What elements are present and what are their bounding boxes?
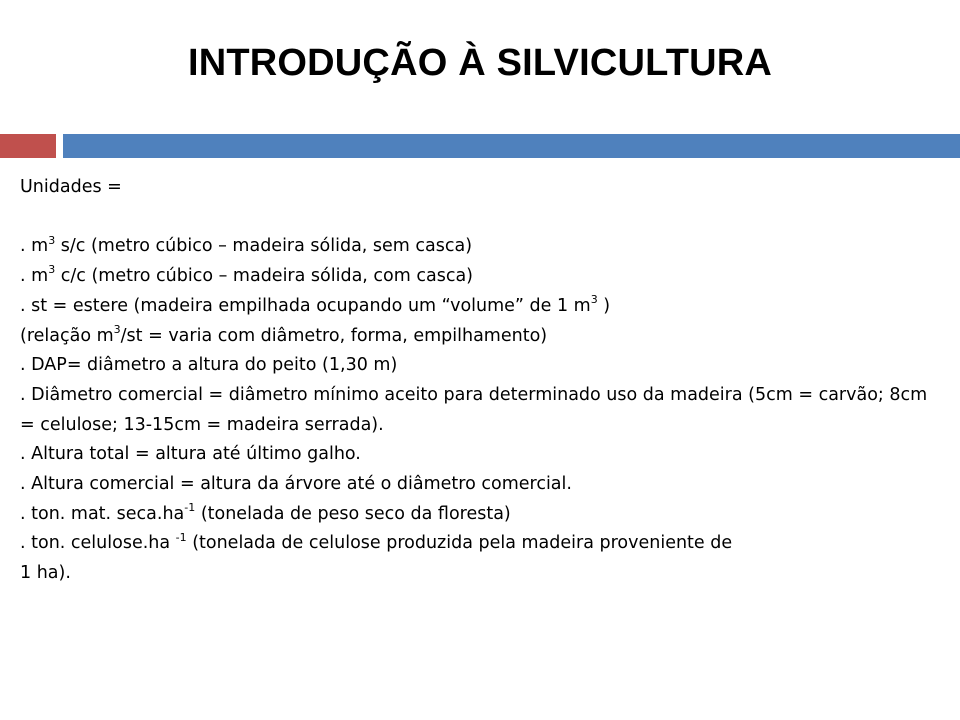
unit-line-m3-sc — [20, 232, 940, 262]
superscript: 3 — [48, 263, 56, 277]
unit-line-m3-cc — [20, 262, 940, 292]
text-segment: . ton. mat. seca.ha — [20, 503, 185, 524]
superscript: -1 — [184, 500, 196, 514]
text-segment: . m — [20, 266, 49, 287]
text-segment: ) — [597, 295, 611, 316]
unit-line-diametro-comercial: . Diâmetro comercial = diâmetro mínimo aceito para determinado uso da madeira (5cm = carvão; 8cm = celulose; 13-15cm = madeira serrada). — [20, 384, 928, 435]
unit-line-altura-comercial: . Altura comercial = altura da árvore até o diâmetro comercial. — [20, 474, 572, 495]
superscript: 3 — [590, 292, 598, 306]
unit-line-ha: 1 ha). — [20, 563, 71, 584]
units-heading: Unidades = — [20, 177, 122, 197]
superscript: -1 — [175, 530, 187, 544]
accent-bar-red — [0, 134, 56, 158]
text-segment: s/c (metro cúbico – madeira sólida, sem casca) — [55, 236, 473, 257]
slide-title: INTRODUÇÃO À SILVICULTURA — [187, 42, 773, 84]
text-segment: (tonelada de peso seco da floresta) — [195, 503, 511, 524]
text-segment: (relação m — [20, 325, 114, 346]
text-segment: (tonelada de celulose produzida pela madeira proveniente de — [186, 533, 733, 554]
unit-line-ton-celulose — [20, 529, 940, 559]
blank-line — [20, 203, 940, 233]
superscript: 3 — [113, 322, 121, 336]
unit-line-dap: . DAP= diâmetro a altura do peito (1,30 m) — [20, 355, 398, 376]
text-segment: . st = estere (madeira empilhada ocupando um “volume” de 1 m — [20, 295, 591, 316]
superscript: 3 — [48, 233, 56, 247]
text-segment: . m — [20, 236, 49, 257]
unit-line-estere — [20, 292, 940, 322]
text-segment: c/c (metro cúbico – madeira sólida, com casca) — [55, 266, 473, 287]
slide-body — [20, 173, 940, 589]
unit-line-altura-total: . Altura total = altura até último galho. — [20, 444, 361, 465]
unit-line-ton-mat-seca — [20, 500, 940, 530]
unit-line-relacao — [20, 322, 940, 352]
text-segment: . ton. celulose.ha — [20, 533, 176, 554]
text-segment: /st = varia com diâmetro, forma, empilhamento) — [120, 325, 548, 346]
accent-bar-blue — [63, 134, 960, 158]
